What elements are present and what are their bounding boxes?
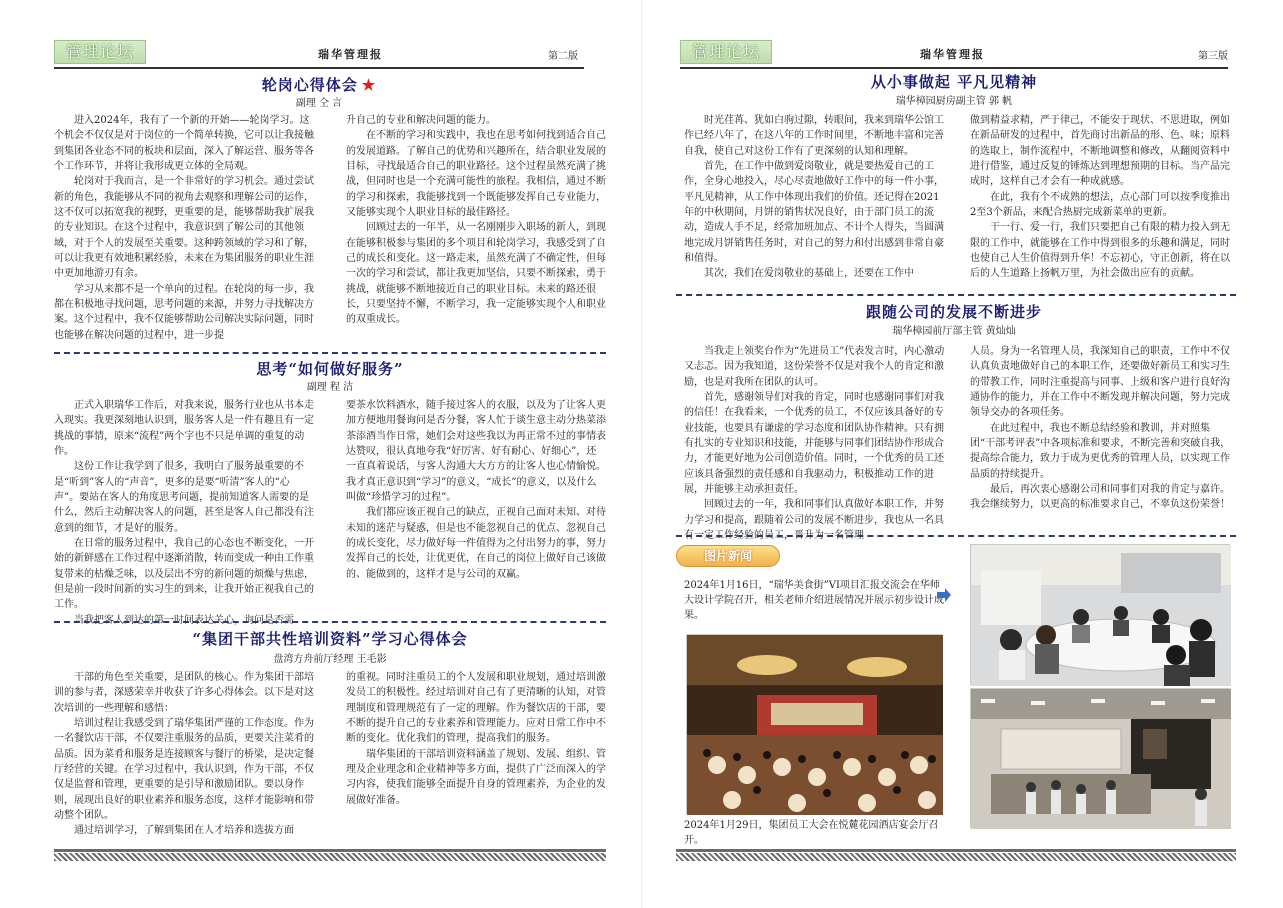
paragraph: 当我走上领奖台作为“先进员工”代表发言时，内心激动又忐忑。因为我知道，这份荣誉不仅是对我个人的肯定和激励，也是对我所在团队的认可。: [684, 346, 945, 388]
paper-name: 瑞华管理报: [920, 48, 985, 61]
footer-rule: [676, 849, 1236, 852]
paragraph: 在不断的学习和实践中，我也在思考如何找到适合自己的发展道路。了解自己的优势和兴趣所在，结合职业发展的目标，寻找最适合自己的职业路径。这个过程虽然充满了挑战，但同时也是一个充满可能性的旅程。我相信，通过不断的学习和探索，我能够找到一个既能够发挥自己专业能力，又能够实现个人职业目标的最佳路径。: [346, 130, 606, 219]
article-column: [684, 344, 946, 542]
page-number: 第三版: [1198, 51, 1228, 62]
article-column: [54, 113, 314, 347]
article-column: [54, 398, 314, 626]
arrow-right-icon: [936, 587, 952, 603]
paragraph: 学习从来都不是一个单向的过程。在轮岗的每一步，我都在积极地寻找问题，思考问题的来源，并努力寻找解决方案。这个过程中，我不仅能够帮助公司解决实际问题，同时也能够在解决问题的过程中，进一步提: [54, 283, 314, 341]
paragraph: 其次，我们在爱岗敬业的基础上，还要在工作中: [704, 268, 914, 280]
paragraph: 我们都应该正视自己的缺点，正视自己面对未知、对待未知的迷茫与疑惑，但是也不能忽视自己的优点、忽视自己的成长变化，尽力做好每一件值得为之付出努力的事，努力发挥自己的长处，让优更优，在自己的岗位上做好自己该做的、能做到的，这样才是与公司的双赢。: [346, 507, 606, 580]
header-rule: [680, 67, 1228, 69]
photo-caption: 2024年1月16日，“瑞华美食街”VI项目汇报交流会在华师大设计学院召开，相关老师介绍进展情况并展示初步设计成果。: [684, 580, 944, 621]
article-column: [346, 398, 606, 616]
article-column: [970, 113, 1232, 285]
paragraph: 时光荏苒、犹如白驹过隙，转眼间，我来到瑞华公馆工作已经八年了，在这八年的工作时间里，不断地丰富和完善自我，使自己对这份工作有了更深刻的认知和理解。: [684, 115, 944, 157]
section-divider: [54, 621, 606, 623]
paragraph: 在此过程中，我也不断总结经验和教训，并对照集团“干部考评表”中各项标准和要求，不断完善和突破自我，提高综合能力，致力于成为更优秀的管理人员，以实现工作品质的持续提升。: [970, 422, 1231, 480]
picture-news-badge: 图片新闻: [676, 545, 780, 567]
article-column: [54, 670, 316, 837]
paragraph: 做到精益求精，严于律己，不能安于现状、不思进取，例如在新品研发的过程中，首先商讨出新品的形、色、味；原料的选取上，制作流程中，不断地调整和修改，从翻阅资料中进行借鉴，通过反复的锤炼达到理想预期的目标。当产品完成时，这样自己才会有一种成就感。: [970, 115, 1230, 188]
paragraph: 进入2024年，我有了一个新的开始——轮岗学习。这个机会不仅仅是对于岗位的一个简单转换，它可以让我接触到集团各业态不同的板块和层面，深入了解运营、服务等各个工作环节，并将让我形成更立体的全局观。: [54, 115, 314, 173]
footer-ornament: [54, 853, 606, 861]
paper-name: 瑞华管理报: [318, 48, 383, 61]
article-column: [970, 344, 1232, 530]
paragraph: 首先，感谢领导们对我的肯定，同时也感谢同事们对我的信任！在我看来，一个优秀的员工，不仅应该具备好的专业技能，也要具有谦虚的学习态度和团队协作精神。只有拥有扎实的专业知识和技能，并能够与同事们团结协作形成合力，才能更好地为公司创造价值。同时，一个优秀的员工还应该具备强烈的责任感和自我驱动力，积极推动工作的进展，并能够主动承担责任。: [684, 392, 944, 496]
section-divider: [54, 352, 606, 354]
exhibition-photo: [970, 688, 1230, 828]
paragraph: 回顾过去的一年，我和同事们认真做好本职工作，并努力学习和提高，跟随着公司的发展不断进步，我也从一名具有一定工作经验的员工，晋升为一名管理: [684, 499, 944, 542]
paragraph: 正式入职瑞华工作后，对我来说，服务行业也从书本走入现实。我更深刻地认识到，服务客人是一件有趣且有一定挑战的事情，原来“流程”两个字也不只是单调的重复的动作。: [54, 400, 314, 458]
page-number: 第二版: [548, 51, 578, 62]
page-two: [0, 0, 641, 908]
section-logo: 管理论坛: [680, 40, 772, 64]
article-title: 思考“如何做好服务”: [256, 360, 404, 378]
star-icon: ★: [361, 76, 377, 94]
footer-rule: [54, 849, 606, 852]
paragraph: 干一行、爱一行，我们只要把自己有限的精力投入到无限的工作中，就能够在工作中得到很多的乐趣和满足，同时也使自己人生价值得到升华！不忘初心，守正创新，将在以后的人生道路上扬帆万里，为社会做出应有的贡献。: [970, 222, 1230, 280]
article-title-text: 轮岗心得体会: [261, 76, 358, 94]
paragraph: 当我把客人到达的第一时间表达关心，询问是否需: [74, 614, 294, 626]
meeting-room-photo: [970, 544, 1230, 685]
article-column: [346, 113, 606, 347]
paragraph: 首先，在工作中做到爱岗敬业，就是要热爱自己的工作，全身心地投入，尽心尽责地做好工作中的每一件小事，平凡见精神，从工作中体现出我们的价值。还记得在2021年的中秋期间，月饼的销售状况良好，由于部门员工的流动，造成人手不足，经常加班加点、不计个人得失，当圆满地完成月饼销售任务时，对自己的努力和付出感到非常自豪和值得。: [684, 161, 944, 265]
article-title: 从小事做起 平凡见精神: [870, 73, 1038, 91]
article-byline: 瑞华樟园前厅部主管 黄灿灿: [892, 326, 1016, 337]
article-title: “集团干部共性培训资料”学习心得体会: [192, 630, 468, 648]
paragraph: 人员。身为一名管理人员，我深知自己的职责，工作中不仅认真负责地做好自己的本职工作，还要做好新员工和实习生的带教工作，同时注重提高与同事、上级和客户进行良好沟通协作的能力，并在工作中不断发现并解决问题，努力完成领导交办的各项任务。: [970, 346, 1230, 419]
article-byline: 副理 仝 言: [295, 98, 343, 109]
paragraph: 的重视。同时注重员工的个人发展和职业规划，通过培训激发员工的积极性。经过培训对自己有了更清晰的认知，对管理制度和管理规范有了一定的理解。作为餐饮店的干部，要不断的提升自己的专业素养和管理能力。应对日常工作中不断的变化。优化我们的管理，提高我们的服务。: [346, 672, 606, 745]
article-title: 跟随公司的发展不断进步: [865, 303, 1042, 321]
paragraph: 回顾过去的一年半，从一名刚刚步入职场的新人，到现在能够积极参与集团的多个项目和轮岗学习，我感受到了自己的成长和变化。这一路走来，虽然充满了不确定性，但每一次的学习和尝试，都让我更加坚信，只要不断探索，勇于挑战，就能够不断地接近自己的职业目标。未来的路还很长，只要坚持不懈，不断学习，我一定能够实现个人和职业的双重成长。: [346, 222, 606, 326]
article-byline: 瑞华樟园厨房副主管 郭 帆: [895, 96, 1013, 107]
paragraph: 轮岗对于我而言，是一个非常好的学习机会。通过尝试新的角色，我能够从不同的视角去观察和理解公司的运作，这不仅可以拓宽我的视野，更重要的是，能够帮助我扩展我的专业知识。在这个过程中，我意识到了解公司的其他领域，对于个人的发展至关重要。这种跨领域的学习和了解，可以让我更有效地积累经验，未来在为集团服务的职业生涯中更加地游刃有余。: [54, 176, 314, 280]
paragraph: 瑞华集团的干部培训资料涵盖了规划、发展、组织、管理及企业理念和企业精神等多方面，提供了广泛而深入的学习内容，使我们能够全面提升自身的管理素养，为企业的发展做好准备。: [346, 748, 606, 806]
article-byline: 副理 程 洁: [306, 382, 354, 393]
photo-caption: 2024年1月29日，集团员工大会在悦麓花园酒店宴会厅召开。: [684, 820, 939, 846]
page-three: [642, 0, 1283, 908]
paragraph: 要茶水饮料酒水，随手接过客人的衣服，以及为了让客人更加方便地用餐询问是否分餐，客人忙于谈生意主动分热菜添茶添酒当作日常，她们会对这些我以为再正常不过的事情表达赞叹，很认真地夸我“好厉害、好有耐心、好细心”，还一直真着说话，与客人沟通大大方方的让客人也心情愉悦。我才真正意识到“学习”的意义，“成长”的意义，以及什么叫做“珍惜学习的过程”。: [346, 400, 606, 504]
paragraph: 升自己的专业和解决问题的能力。: [346, 115, 496, 126]
paragraph: 通过培训学习，了解到集团在人才培养和选拔方面: [74, 825, 294, 837]
banquet-hall-photo: [686, 634, 942, 814]
paragraph: 这份工作让我学到了很多，我明白了服务最重要的不是“听到”客人的“声音”，更多的是要“听清”客人的“心声”。要站在客人的角度思考问题，提前知道客人需要的是什么，然后主动解决客人的问题，甚至是客人自己都没有注意到的细节，才是好的服务。: [54, 461, 314, 534]
paragraph: 在此，我有个不成熟的想法，点心部门可以按季度推出2至3个新品，来配合热厨完成新菜单的更新。: [970, 191, 1230, 219]
section-logo: 管理论坛: [54, 40, 146, 64]
header-rule: [54, 67, 584, 69]
footer-ornament: [676, 853, 1236, 861]
section-divider: [676, 535, 1236, 537]
article-column: [684, 113, 946, 285]
article-title: [54, 76, 584, 94]
section-divider: [676, 294, 1236, 296]
article-column: [346, 670, 608, 830]
article-byline: 盘湾方舟前厅经理 王毛影: [273, 654, 387, 665]
paragraph: 最后，再次衷心感谢公司和同事们对我的肯定与嘉许。我会继续努力，以更高的标准要求自己，不辜负这份荣誉！: [970, 484, 1230, 511]
paragraph: 培训过程让我感受到了瑞华集团严谨的工作态度。作为一名餐饮店干部，不仅要注重服务的品质，更要关注菜肴的品质。因为菜肴和服务是连接顾客与餐厅的桥梁，是决定餐厅经营的关键。在学习过程中，我认识到，作为干部，不仅仅是监督和管理，更重要的是引导和激励团队。要以身作则，展现出良好的职业素养和服务态度，这样才能影响和带动整个团队。: [54, 718, 314, 822]
paragraph: 干部的角色至关重要，是团队的核心。作为集团干部培训的参与者，深感荣幸并收获了许多心得体会。以下是对这次培训的一些理解和感悟：: [54, 672, 314, 714]
paragraph: 在日常的服务过程中，我自己的心态也不断变化，一开始的新鲜感在工作过程中逐渐消散，转而变成一种由工作重复带来的枯燥乏味，以及层出不穷的新问题的烦燥与焦虑，但是前一段时间新的实习生的到来，让我开始正视我自己的工作。: [54, 538, 314, 611]
